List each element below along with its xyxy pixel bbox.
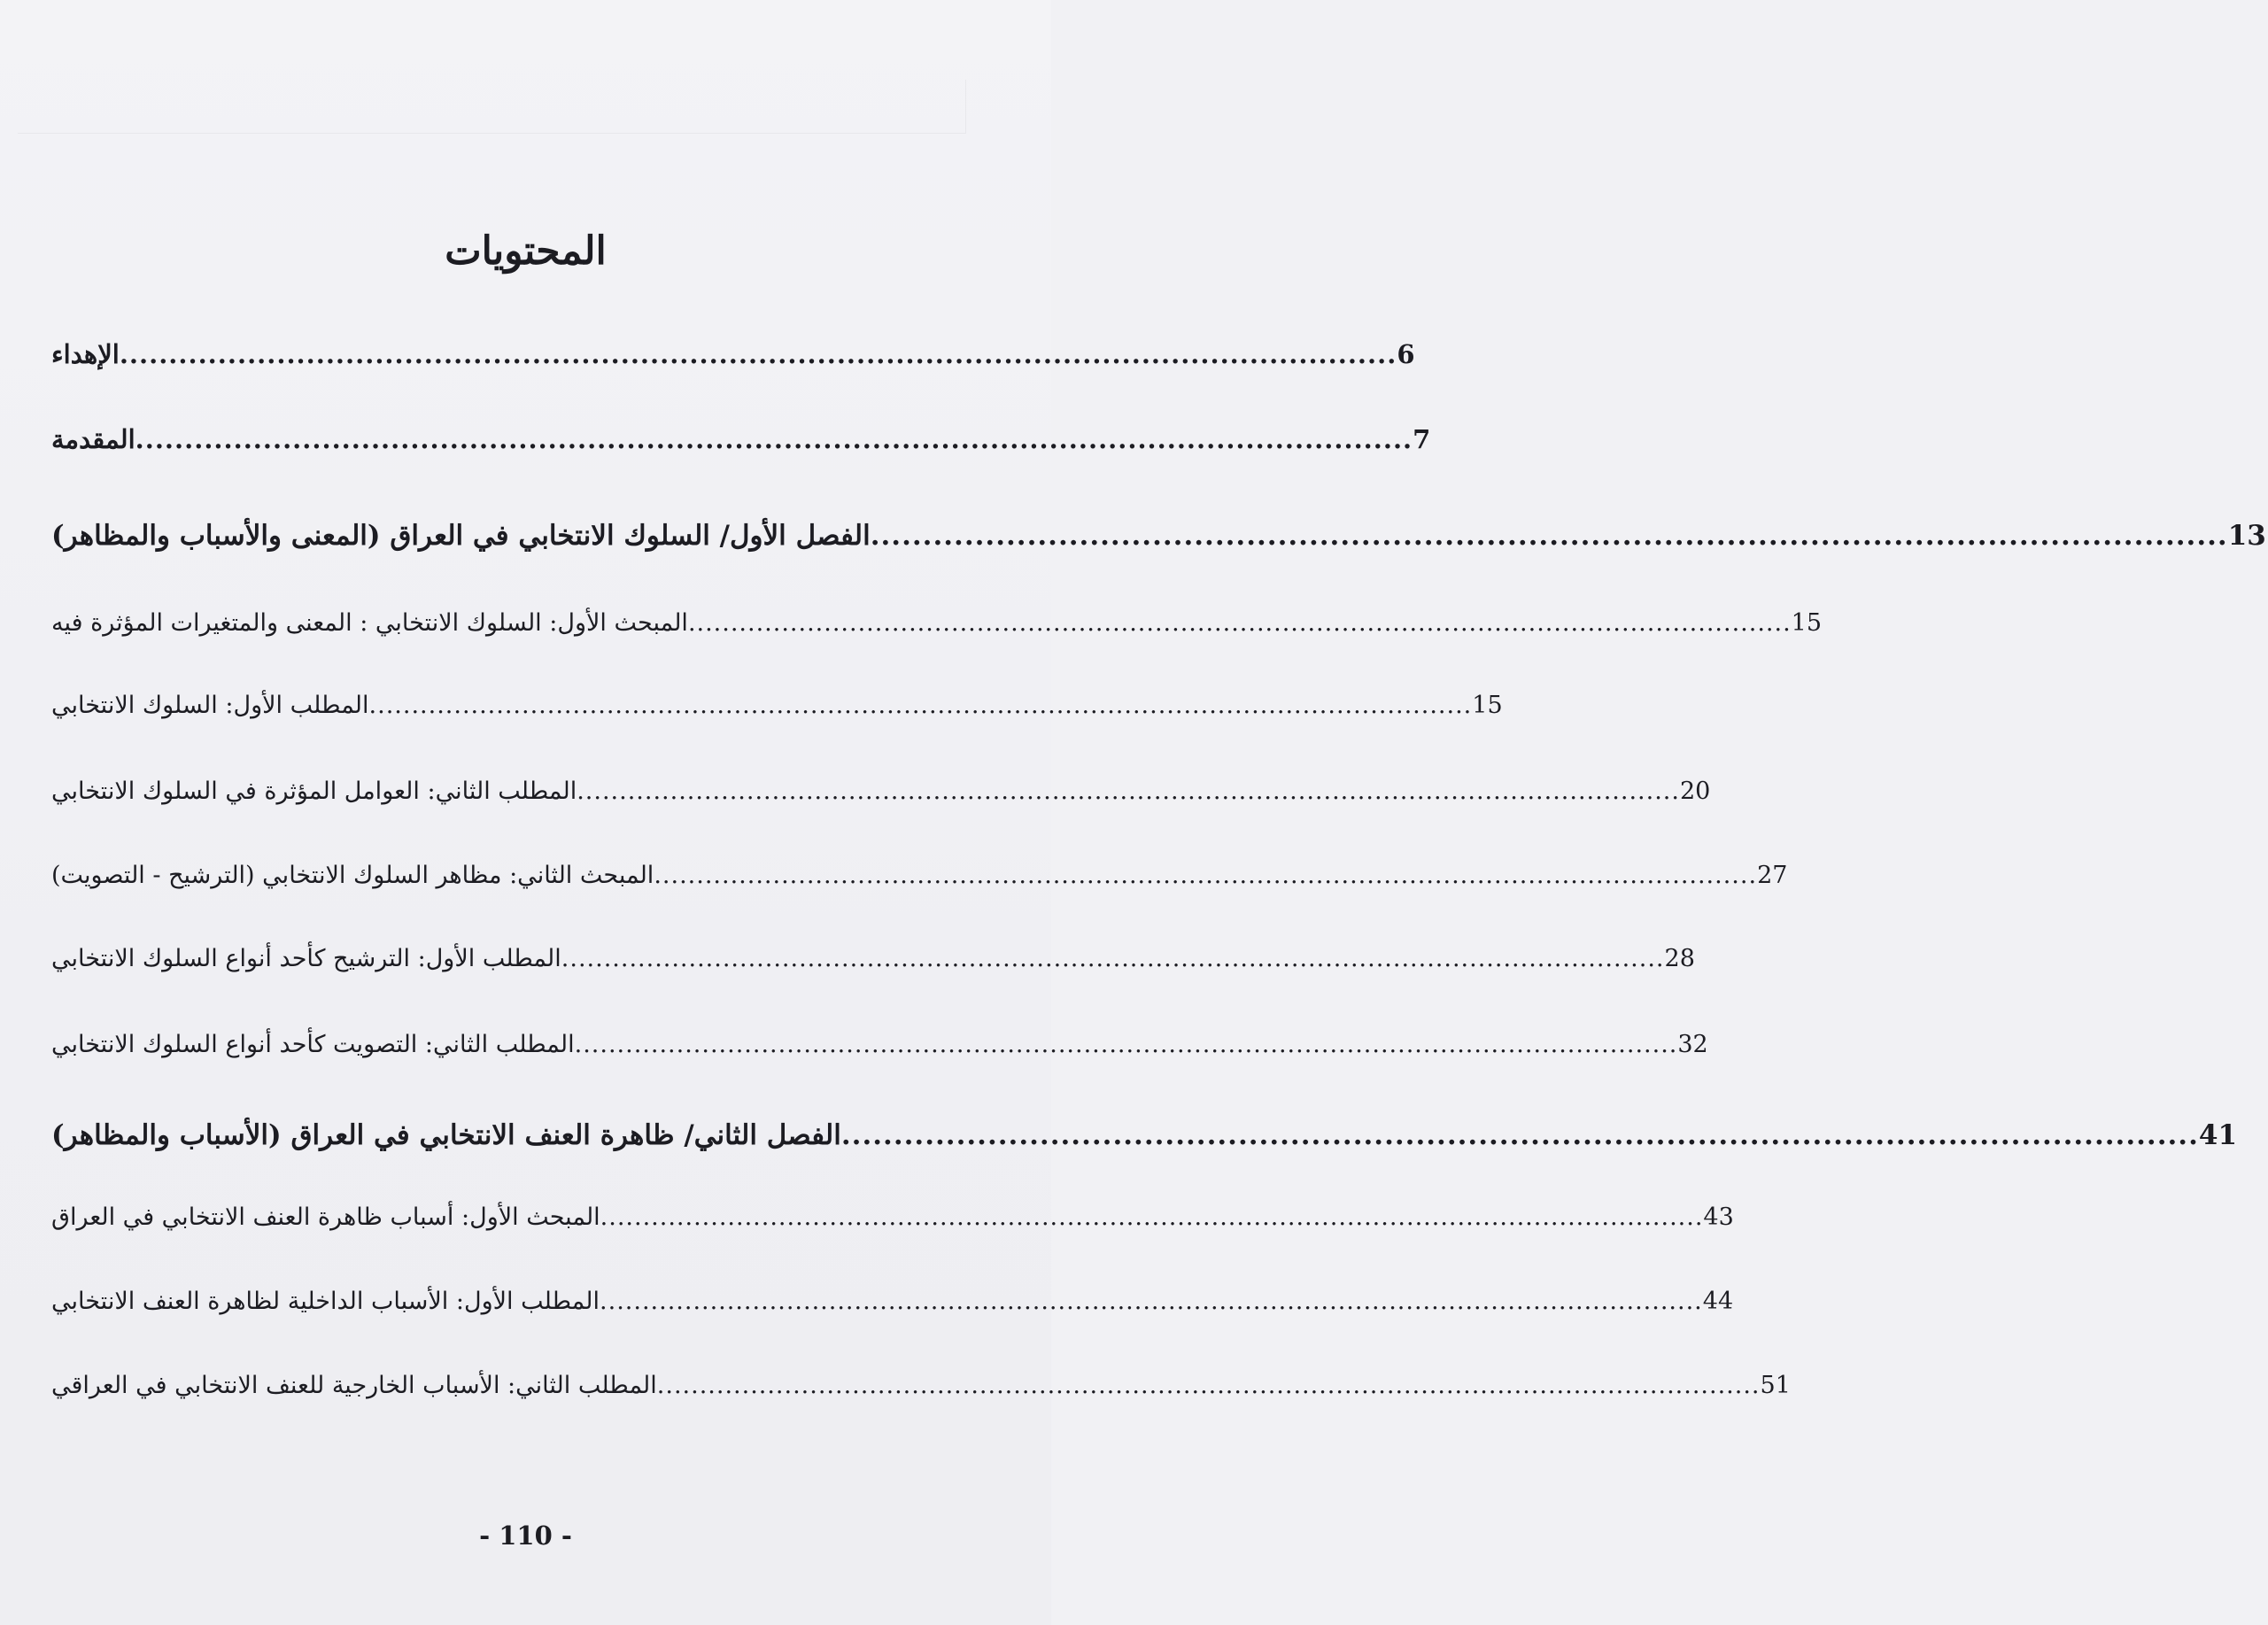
leader-dots: .................................................................................................................................. (574, 1031, 1678, 1058)
toc-entry-chapter-1 (44, 520, 2266, 552)
toc-entry-label: المبحث الثاني: مظاهر السلوك الانتخابي (الترشيح - التصويت) (51, 862, 654, 889)
toc-entry-label: المطلب الثاني: الأسباب الخارجية للعنف الانتخابي في العراقي (51, 1372, 657, 1399)
toc-entry-label: المبحث الأول: السلوك الانتخابي : المعنى والمتغيرات المؤثرة فيه (51, 609, 688, 637)
toc-entry-label: المطلب الثاني: العوامل المؤثرة في السلوك الانتخابي (51, 778, 577, 805)
toc-entry-label: المطلب الأول: الترشيح كأحد أنواع السلوك الانتخابي (51, 945, 561, 972)
toc-entry-section (44, 862, 1788, 889)
leader-dots: .................................................................................................................................. (561, 945, 1665, 972)
toc-entry-page: 6 (1397, 339, 1415, 369)
toc-entry-page: 43 (1703, 1203, 1734, 1231)
toc-entry-section (44, 1203, 1734, 1231)
toc-entry-page: 32 (1677, 1031, 1708, 1058)
leader-dots: .................................................................................................................................. (600, 1288, 1703, 1315)
page-title: المحتويات (445, 228, 607, 274)
toc-entry-subsection (44, 945, 1695, 972)
leader-dots: .................................................................................................................................. (368, 692, 1473, 719)
toc-entry-page: 51 (1760, 1372, 1791, 1399)
toc-entry-subsection (44, 1288, 1734, 1315)
toc-entry-page: 27 (1757, 862, 1788, 889)
toc-entry-page: 44 (1702, 1288, 1734, 1315)
toc-entry-subsection (44, 1031, 1708, 1058)
toc-entry-section (44, 609, 1823, 637)
toc-entry-label: المطلب الأول: السلوك الانتخابي (51, 692, 369, 719)
toc-entry-chapter-2 (44, 1119, 2238, 1151)
toc-entry-page: 41 (2198, 1119, 2238, 1151)
toc-entry-label: المطلب الأول: الأسباب الداخلية لظاهرة العنف الانتخابي (51, 1288, 600, 1315)
leader-dots: .................................................................................................................................. (654, 862, 1758, 889)
toc-entry-label: المطلب الثاني: التصويت كأحد أنواع السلوك الانتخابي (51, 1031, 575, 1058)
toc-entry-page: 20 (1679, 778, 1711, 805)
toc-entry-page: 15 (1791, 609, 1823, 637)
leader-dots: .................................................................................................................................. (656, 1372, 1761, 1399)
toc-entry-label: المقدمة (51, 424, 135, 454)
leader-dots: .................................................................................................................................. (687, 609, 1792, 637)
leader-dots: .................................................................................................................................. (577, 778, 1680, 805)
toc-entry-label: الفصل الأول/ السلوك الانتخابي في العراق (المعنى والأسباب والمظاهر) (51, 520, 871, 552)
toc-entry-page: 13 (2227, 520, 2266, 552)
leader-dots: .................................................................................................................................. (135, 424, 1413, 454)
toc-entry-page: 7 (1413, 424, 1431, 454)
leader-dots: .................................................................................................................................. (119, 339, 1397, 369)
toc-entry-subsection (44, 1372, 1791, 1399)
toc-entry-label: المبحث الأول: أسباب ظاهرة العنف الانتخابي في العراق (51, 1203, 600, 1231)
toc-entry-subsection (44, 778, 1711, 805)
leader-dots: .................................................................................................................................. (600, 1203, 1704, 1231)
toc-entry-page: 28 (1664, 945, 1695, 972)
toc-entry-subsection (44, 692, 1503, 719)
toc-entry-label: الإهداء (51, 339, 120, 369)
toc-entry-page: 15 (1472, 692, 1503, 719)
toc-entry-label: الفصل الثاني/ ظاهرة العنف الانتخابي في العراق (الأسباب والمظاهر) (51, 1119, 841, 1151)
toc-entry-dedication (44, 339, 1415, 369)
toc-entry-introduction (44, 424, 1431, 454)
page-number: - 110 - (479, 1521, 572, 1551)
leader-dots: .................................................................................................................................. (840, 1119, 2199, 1151)
leader-dots: .................................................................................................................................. (870, 520, 2228, 552)
